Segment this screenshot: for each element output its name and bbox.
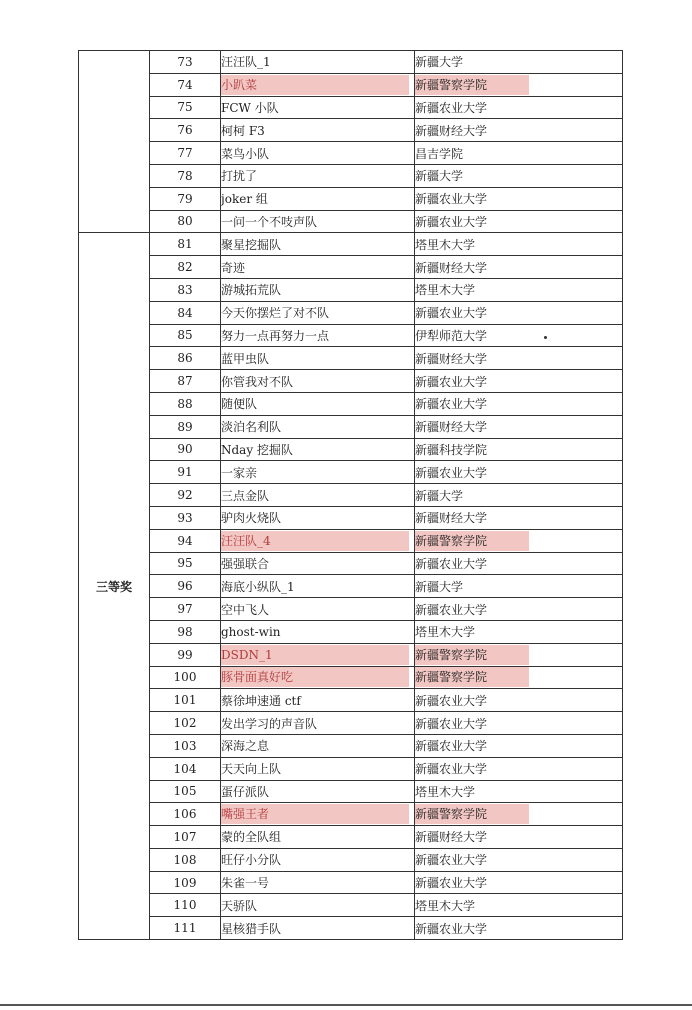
team-name-cell: 努力一点再努力一点 <box>221 324 415 347</box>
rank-cell: 75 <box>150 96 221 119</box>
rank-cell: 108 <box>150 848 221 871</box>
team-name-cell: 奇迹 <box>221 256 415 279</box>
team-name-cell: 今天你摆烂了对不队 <box>221 301 415 324</box>
team-name-cell: 三点金队 <box>221 484 415 507</box>
rank-cell: 85 <box>150 324 221 347</box>
school-name-cell: 新疆大学 <box>415 164 623 187</box>
team-name-cell <box>221 73 415 96</box>
school-name-cell: 塔里木大学 <box>415 620 623 643</box>
table-row <box>79 575 623 598</box>
highlighted-team-name: 小趴菜 <box>221 75 410 95</box>
rank-cell: 105 <box>150 780 221 803</box>
table-row <box>79 689 623 712</box>
rank-cell: 96 <box>150 575 221 598</box>
rank-cell: 82 <box>150 256 221 279</box>
table-row <box>79 871 623 894</box>
school-name-cell <box>415 803 623 826</box>
school-name-cell: 新疆大学 <box>415 51 623 74</box>
team-name-cell: 蒙的全队组 <box>221 826 415 849</box>
school-name-cell: 新疆大学 <box>415 575 623 598</box>
school-name-cell: 新疆农业大学 <box>415 689 623 712</box>
table-row <box>79 73 623 96</box>
rank-cell: 107 <box>150 826 221 849</box>
table-row <box>79 392 623 415</box>
school-name-cell: 新疆财经大学 <box>415 506 623 529</box>
table-row <box>79 666 623 689</box>
school-name-cell <box>415 643 623 666</box>
team-name-cell: 驴肉火烧队 <box>221 506 415 529</box>
rank-cell: 111 <box>150 917 221 940</box>
highlighted-school-name: 新疆警察学院 <box>415 645 530 665</box>
school-name-cell: 塔里木大学 <box>415 894 623 917</box>
table-row <box>79 712 623 735</box>
rank-cell: 90 <box>150 438 221 461</box>
school-name-cell: 新疆农业大学 <box>415 757 623 780</box>
table-row <box>79 415 623 438</box>
school-name-cell: 新疆农业大学 <box>415 917 623 940</box>
rank-cell: 92 <box>150 484 221 507</box>
school-name-cell: 新疆财经大学 <box>415 256 623 279</box>
rank-cell: 95 <box>150 552 221 575</box>
team-name-cell: FCW 小队 <box>221 96 415 119</box>
table-row <box>79 210 623 233</box>
table-row <box>79 757 623 780</box>
table-row <box>79 734 623 757</box>
table-row <box>79 278 623 301</box>
team-name-cell <box>221 643 415 666</box>
rank-cell: 84 <box>150 301 221 324</box>
rank-cell: 102 <box>150 712 221 735</box>
rank-cell: 80 <box>150 210 221 233</box>
rank-cell: 79 <box>150 187 221 210</box>
rank-cell: 97 <box>150 598 221 621</box>
table-row <box>79 301 623 324</box>
team-name-cell: ghost-win <box>221 620 415 643</box>
school-name-cell: 塔里木大学 <box>415 233 623 256</box>
rank-cell: 76 <box>150 119 221 142</box>
team-name-cell: 聚星挖掘队 <box>221 233 415 256</box>
rank-cell: 83 <box>150 278 221 301</box>
rank-cell: 100 <box>150 666 221 689</box>
rank-cell: 98 <box>150 620 221 643</box>
team-name-cell: 蛋仔派队 <box>221 780 415 803</box>
table-row <box>79 119 623 142</box>
highlighted-school-name: 新疆警察学院 <box>415 531 530 551</box>
team-name-cell: 蔡徐坤速通 ctf <box>221 689 415 712</box>
highlighted-team-name: 豚骨面真好吃 <box>221 667 410 687</box>
highlighted-school-name: 新疆警察学院 <box>415 667 530 687</box>
table-row <box>79 256 623 279</box>
school-name-cell: 新疆农业大学 <box>415 301 623 324</box>
highlighted-school-name: 新疆警察学院 <box>415 804 530 824</box>
rank-cell: 81 <box>150 233 221 256</box>
school-name-cell: 新疆农业大学 <box>415 734 623 757</box>
table-row <box>79 438 623 461</box>
rank-cell: 110 <box>150 894 221 917</box>
rank-cell: 99 <box>150 643 221 666</box>
team-name-cell: 发出学习的声音队 <box>221 712 415 735</box>
school-name-cell: 新疆农业大学 <box>415 598 623 621</box>
team-name-cell: 海底小纵队_1 <box>221 575 415 598</box>
school-name-cell: 新疆财经大学 <box>415 415 623 438</box>
team-name-cell <box>221 666 415 689</box>
rank-cell: 87 <box>150 370 221 393</box>
school-name-cell: 伊犁师范大学 <box>415 324 623 347</box>
team-name-cell: joker 组 <box>221 187 415 210</box>
rank-cell: 77 <box>150 142 221 165</box>
highlighted-team-name: 嘴强王者 <box>221 804 410 824</box>
school-name-cell: 塔里木大学 <box>415 780 623 803</box>
table-row <box>79 484 623 507</box>
school-name-cell: 新疆财经大学 <box>415 119 623 142</box>
table-row <box>79 370 623 393</box>
table-row <box>79 233 623 256</box>
school-name-cell: 新疆大学 <box>415 484 623 507</box>
table-row <box>79 620 623 643</box>
school-name-cell: 新疆农业大学 <box>415 96 623 119</box>
table-row <box>79 598 623 621</box>
team-name-cell: 朱雀一号 <box>221 871 415 894</box>
award-results-table <box>78 50 623 940</box>
school-name-cell: 新疆农业大学 <box>415 712 623 735</box>
table-row <box>79 894 623 917</box>
team-name-cell: 天骄队 <box>221 894 415 917</box>
school-name-cell: 新疆农业大学 <box>415 552 623 575</box>
rank-cell: 91 <box>150 461 221 484</box>
table-row <box>79 506 623 529</box>
team-name-cell: 蓝甲虫队 <box>221 347 415 370</box>
rank-cell: 101 <box>150 689 221 712</box>
highlighted-school-name: 新疆警察学院 <box>415 75 530 95</box>
team-name-cell: 柯柯 F3 <box>221 119 415 142</box>
team-name-cell: 空中飞人 <box>221 598 415 621</box>
table-row <box>79 529 623 552</box>
school-name-cell <box>415 666 623 689</box>
school-name-cell: 新疆农业大学 <box>415 210 623 233</box>
rank-cell: 109 <box>150 871 221 894</box>
school-name-cell: 新疆农业大学 <box>415 392 623 415</box>
team-name-cell: 随便队 <box>221 392 415 415</box>
table-row <box>79 164 623 187</box>
team-name-cell: Nday 挖掘队 <box>221 438 415 461</box>
table-row <box>79 96 623 119</box>
rank-cell: 88 <box>150 392 221 415</box>
school-name-cell <box>415 73 623 96</box>
table-row <box>79 803 623 826</box>
team-name-cell: 星核猎手队 <box>221 917 415 940</box>
rank-cell: 94 <box>150 529 221 552</box>
rank-cell: 73 <box>150 51 221 74</box>
school-name-cell: 新疆科技学院 <box>415 438 623 461</box>
team-name-cell: 游城拓荒队 <box>221 278 415 301</box>
table-row <box>79 347 623 370</box>
team-name-cell: 一家亲 <box>221 461 415 484</box>
table-row <box>79 917 623 940</box>
table-row <box>79 780 623 803</box>
rank-cell: 103 <box>150 734 221 757</box>
school-name-cell: 新疆农业大学 <box>415 871 623 894</box>
school-name-cell: 塔里木大学 <box>415 278 623 301</box>
team-name-cell: 菜鸟小队 <box>221 142 415 165</box>
team-name-cell <box>221 803 415 826</box>
table-row <box>79 826 623 849</box>
school-name-cell: 新疆农业大学 <box>415 848 623 871</box>
highlighted-team-name: 汪汪队_4 <box>221 531 410 551</box>
rank-cell: 78 <box>150 164 221 187</box>
rank-cell: 89 <box>150 415 221 438</box>
table-row <box>79 461 623 484</box>
school-name-cell: 新疆财经大学 <box>415 347 623 370</box>
school-name-cell: 昌吉学院 <box>415 142 623 165</box>
team-name-cell: 你管我对不队 <box>221 370 415 393</box>
team-name-cell: 一问一个不吱声队 <box>221 210 415 233</box>
school-name-cell: 新疆财经大学 <box>415 826 623 849</box>
table-row <box>79 142 623 165</box>
table-row <box>79 643 623 666</box>
award-level-cell: 三等奖 <box>79 233 150 940</box>
page-bottom-rule <box>0 1004 692 1006</box>
award-table-body <box>79 51 623 940</box>
rank-cell: 104 <box>150 757 221 780</box>
team-name-cell: 打扰了 <box>221 164 415 187</box>
team-name-cell: 旺仔小分队 <box>221 848 415 871</box>
rank-cell: 74 <box>150 73 221 96</box>
table-row <box>79 552 623 575</box>
team-name-cell: 深海之息 <box>221 734 415 757</box>
team-name-cell: 天天向上队 <box>221 757 415 780</box>
team-name-cell: 汪汪队_1 <box>221 51 415 74</box>
previous-award-cell <box>79 51 150 233</box>
table-row <box>79 51 623 74</box>
school-name-cell <box>415 529 623 552</box>
table-row <box>79 187 623 210</box>
team-name-cell: 淡泊名利队 <box>221 415 415 438</box>
scan-speck <box>544 336 547 339</box>
table-row <box>79 848 623 871</box>
rank-cell: 106 <box>150 803 221 826</box>
rank-cell: 93 <box>150 506 221 529</box>
school-name-cell: 新疆农业大学 <box>415 461 623 484</box>
team-name-cell <box>221 529 415 552</box>
rank-cell: 86 <box>150 347 221 370</box>
team-name-cell: 强强联合 <box>221 552 415 575</box>
school-name-cell: 新疆农业大学 <box>415 187 623 210</box>
school-name-cell: 新疆农业大学 <box>415 370 623 393</box>
highlighted-team-name: DSDN_1 <box>221 645 410 665</box>
table-row <box>79 324 623 347</box>
